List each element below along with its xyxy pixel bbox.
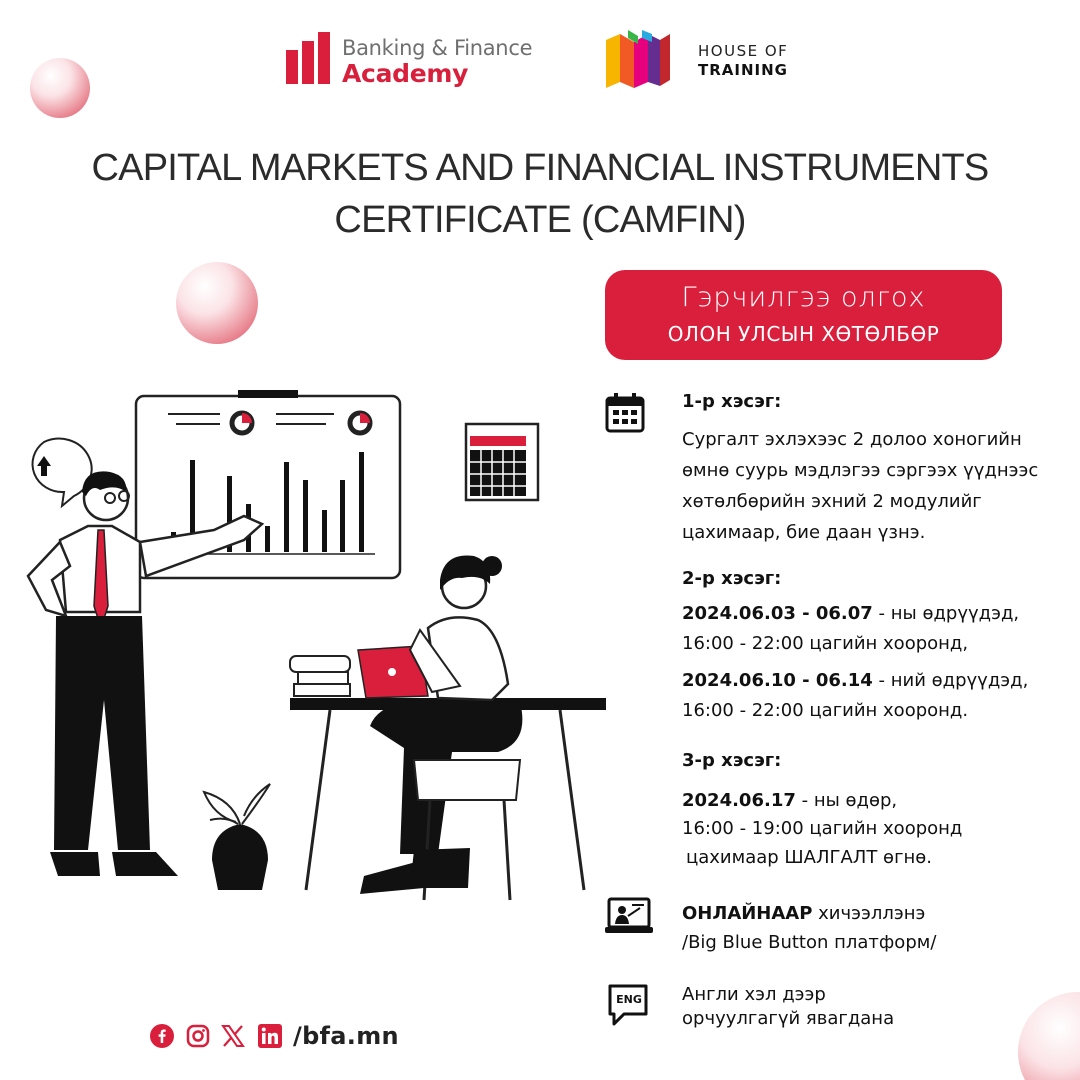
house-of-training-logo-icon [604,30,672,90]
online-line [682,898,925,929]
badge-title: Гэрчилгээ олгох [681,282,926,313]
title-line2: CERTIFICATE (CAMFIN) [334,199,746,241]
section3-date: 2024.06.17 [682,790,796,811]
eng-badge-text: ENG [616,993,642,1006]
bfa-logo-bottom-text: Academy [342,59,469,88]
facebook-icon[interactable] [150,1024,174,1048]
instagram-icon[interactable] [186,1024,210,1048]
section2-time1: 16:00 - 22:00 цагийн хооронд, [682,633,969,654]
hot-logo-line2: TRAINING [698,61,788,79]
website-handle[interactable]: /bfa.mn [293,1022,399,1050]
decorative-sphere [30,58,90,118]
section3-row [682,785,897,816]
decorative-sphere [176,262,258,344]
section2-time2: 16:00 - 22:00 цагийн хооронд. [682,700,969,721]
certificate-badge [605,270,1002,360]
title-line1: CAPITAL MARKETS AND FINANCIAL INSTRUMENTS [91,147,989,189]
online-lecture-icon [604,896,654,938]
section2-date1: 2024.06.03 - 06.07 [682,603,873,624]
decorative-sphere [1018,992,1080,1080]
section2-date2-suffix: - ний өдрүүдэд, [872,670,1029,691]
hot-logo-line1: HOUSE OF [698,42,789,60]
page-title [40,142,1040,246]
office-presentation-illustration [0,380,620,910]
section2-date2: 2024.06.10 - 06.14 [682,670,873,691]
linkedin-icon[interactable] [258,1024,282,1048]
online-rest: хичээллэнэ [812,903,926,924]
online-bold: ОНЛАЙНААР [682,903,813,924]
language-line1: Англи хэл дээр [682,984,826,1005]
bfa-logo-bars-icon [286,32,330,84]
section2-row1 [682,598,1019,629]
section2-date1-suffix: - ны өдрүүдэд, [872,603,1020,624]
section2-heading: 2-р хэсэг: [682,568,782,589]
section1-line: хөтөлбөрийн эхний 2 модулийг [682,491,982,512]
section2-row2 [682,665,1028,696]
section3-time: 16:00 - 19:00 цагийн хооронд [682,818,963,839]
section3-exam: цахимаар ШАЛГАЛТ өгнө. [686,847,933,868]
section3-date-suffix: - ны өдөр, [795,790,898,811]
badge-subtitle: ОЛОН УЛСЫН ХӨТӨЛБӨР [667,322,940,346]
language-line2: орчуулгагүй явагдана [682,1008,895,1029]
bfa-logo-top-text: Banking & Finance [342,36,533,60]
online-platform: /Big Blue Button платформ/ [682,932,937,953]
x-icon[interactable] [221,1024,245,1048]
calendar-icon [604,392,646,434]
section1-line: цахимаар, бие даан үзнэ. [682,522,926,543]
section1-line: өмнө суурь мэдлэгээ сэргээх үүднээс [682,460,1039,481]
section3-heading: 3-р хэсэг: [682,750,782,771]
section1-heading: 1-р хэсэг: [682,391,782,412]
section1-line: Сургалт эхлэхээс 2 долоо хоногийн [682,429,1022,450]
